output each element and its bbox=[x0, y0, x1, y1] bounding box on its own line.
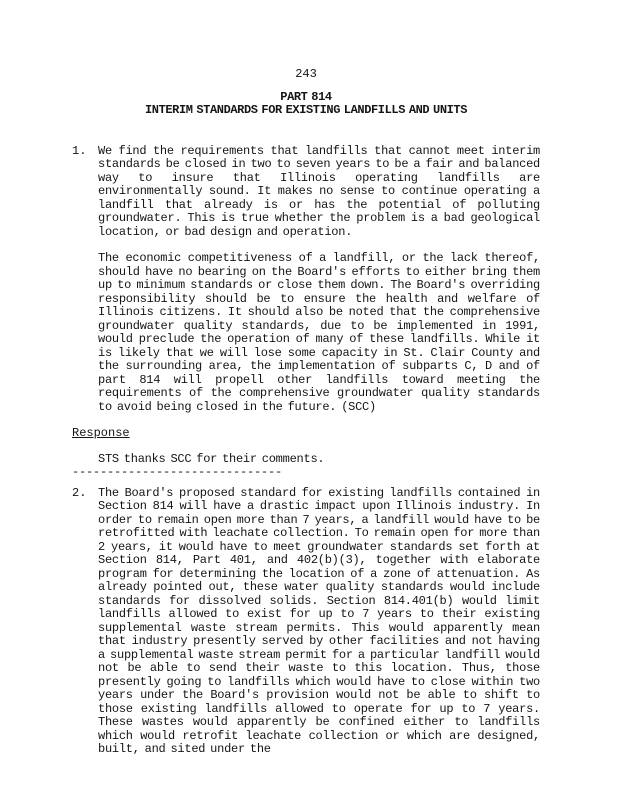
item-1-paragraph-1: We find the requirements that landfills that cannot meet interim standards be closed in two to seven years to be a fair and balanced way to insure that Illinois operating landfills are environmentally sound. It makes no sense to continue operating a landfill that already is or has the potential of polluting groundwater. This is true whether the problem is a bad geological location, or bad design and operation. bbox=[98, 143, 540, 239]
item-1-paragraph-2: The economic competitiveness of a landfill, or the lack thereof, should have no bearing on the Board's efforts to either bring them up to minimum standards or close them down. The Board's overriding responsibility should be to ensure the health and welfare of Illinois citizens. It should also be noted that the comprehensive groundwater quality standards, due to be implemented in 1991, would preclude the operation of many of these landfills. While it is likely that we will lose some capacity in St. Clair County and the surrounding area, the implementation of subparts C, D and of part 814 will propell other landfills toward meeting the requirements of the comprehensive groundwater quality standards to avoid being closed in the future. (SCC) bbox=[98, 251, 540, 414]
item-1-marker: 1. bbox=[72, 143, 87, 158]
numbered-item-1 bbox=[72, 145, 540, 415]
item-2-marker: 2. bbox=[72, 485, 87, 500]
response-heading: Response bbox=[72, 426, 130, 440]
page-number: 243 bbox=[295, 67, 317, 81]
item-2-paragraph-1: The Board's proposed standard for existing landfills contained in Section 814 will have a drastic impact upon Illinois industry. In order to remain open more than 7 years, a landfill would have to be retrofitted with leachate collection. To remain open for more than 2 years, it would have to meet groundwater standards set forth at Section 814, Part 401, and 402(b)(3), together with elaborate program for determining the location of a zone of attenuation. As already pointed out, these water quality standards would include standards for dissolved solids. Section 814.401(b) would limit landfills allowed to exist for up to 7 years to their existing supplemental waste stream permits. This would apparently mean that industry presently served by other facilities and not having a supplemental waste stream permit for a particular landfill would not be able to send their waste to this location. Thus, those presently going to landfills which would have to close within two years under the Board's provision would not be able to shift to those existing landfills allowed to operate for up to 7 years. These wastes would apparently be confined either to landfills which would retrofit leachate collection or which are designed, built, and sited under the bbox=[98, 485, 540, 756]
part-heading: PART 814 bbox=[280, 89, 332, 104]
response-text: STS thanks SCC for their comments. bbox=[98, 451, 325, 466]
title-heading: INTERIM STANDARDS FOR EXISTING LANDFILLS AND UNITS bbox=[144, 103, 468, 117]
numbered-item-2 bbox=[72, 487, 540, 757]
dashed-separator: ------------------------------ bbox=[72, 465, 283, 479]
